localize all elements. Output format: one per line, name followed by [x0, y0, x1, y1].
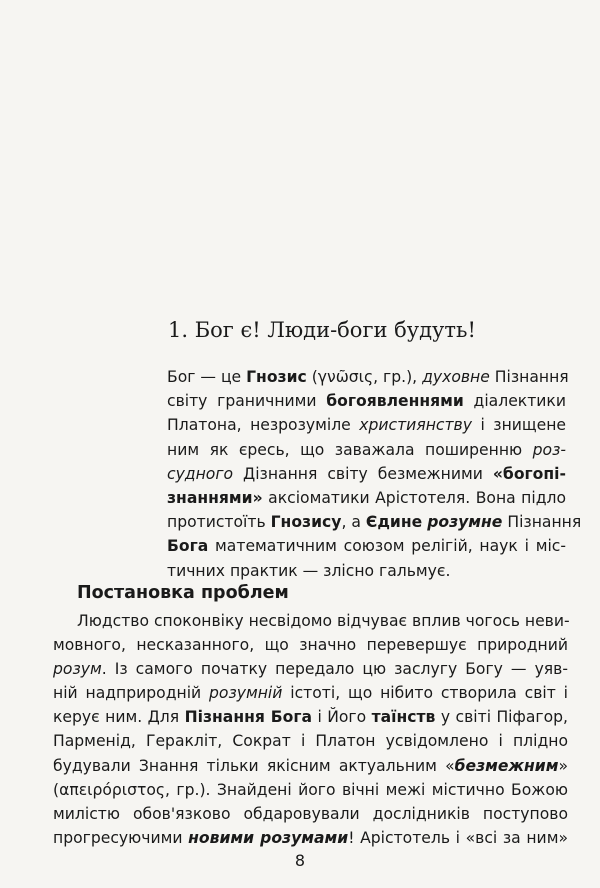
- body-line: будували Знання тільки якісним актуальним «безмежним»: [53, 756, 568, 775]
- epigraph-line: Бог — це Гнозис (γνῶσις, гр.), духовне Пізнання: [167, 368, 569, 386]
- epigraph-line: ним як єресь, що заважала поширенню роз-: [167, 440, 566, 459]
- body-line: ній надприродній розумній істоті, що нібито створила світ і: [53, 684, 568, 703]
- body-line: керує ним. Для Пізнання Бога і Його таїнств у світі Піфагор,: [53, 708, 568, 727]
- body-line: милістю обов'язково обдаровували дослідників поступово: [53, 804, 568, 823]
- body-line: Людство споконвіку несвідомо відчуває вплив чогось неви-: [77, 612, 570, 630]
- epigraph-line: судного Дізнання світу безмежними «богопі-: [167, 464, 566, 483]
- epigraph-line: Платона, незрозуміле християнству і знищене: [167, 416, 566, 435]
- body-line: Парменід, Геракліт, Сократ і Платон усвідомлено і плідно: [53, 732, 568, 751]
- body-line: розум. Із самого початку передало цю заслугу Богу — уяв-: [53, 660, 568, 679]
- body-paragraph: [53, 609, 568, 850]
- epigraph-line: протистоїть Гнозису, а Єдине розумне Пізнання: [167, 513, 582, 532]
- epigraph-paragraph: [167, 365, 582, 583]
- section-heading: Постановка проблем: [77, 583, 289, 603]
- epigraph-line: тичних практик — злісно гальмує.: [167, 561, 451, 580]
- body-line: прогресуючими новими розумами! Арістотель і «всі за ним»: [53, 828, 568, 847]
- body-line: мовного, несказанного, що значно перевершує природний: [53, 636, 568, 655]
- body-line: (απειρόριστος, гр.). Знайдені його вічні межі містично Божою: [53, 780, 568, 799]
- epigraph-line: знаннями» аксіоматики Арістотеля. Вона підло: [167, 489, 566, 508]
- epigraph-line: Бога математичним союзом релігій, наук і міс-: [167, 537, 566, 556]
- epigraph-line: світу граничними богоявленнями діалектики: [167, 392, 566, 411]
- page-number: 8: [294, 851, 306, 870]
- chapter-title: 1. Бог є! Люди-боги будуть!: [168, 318, 476, 342]
